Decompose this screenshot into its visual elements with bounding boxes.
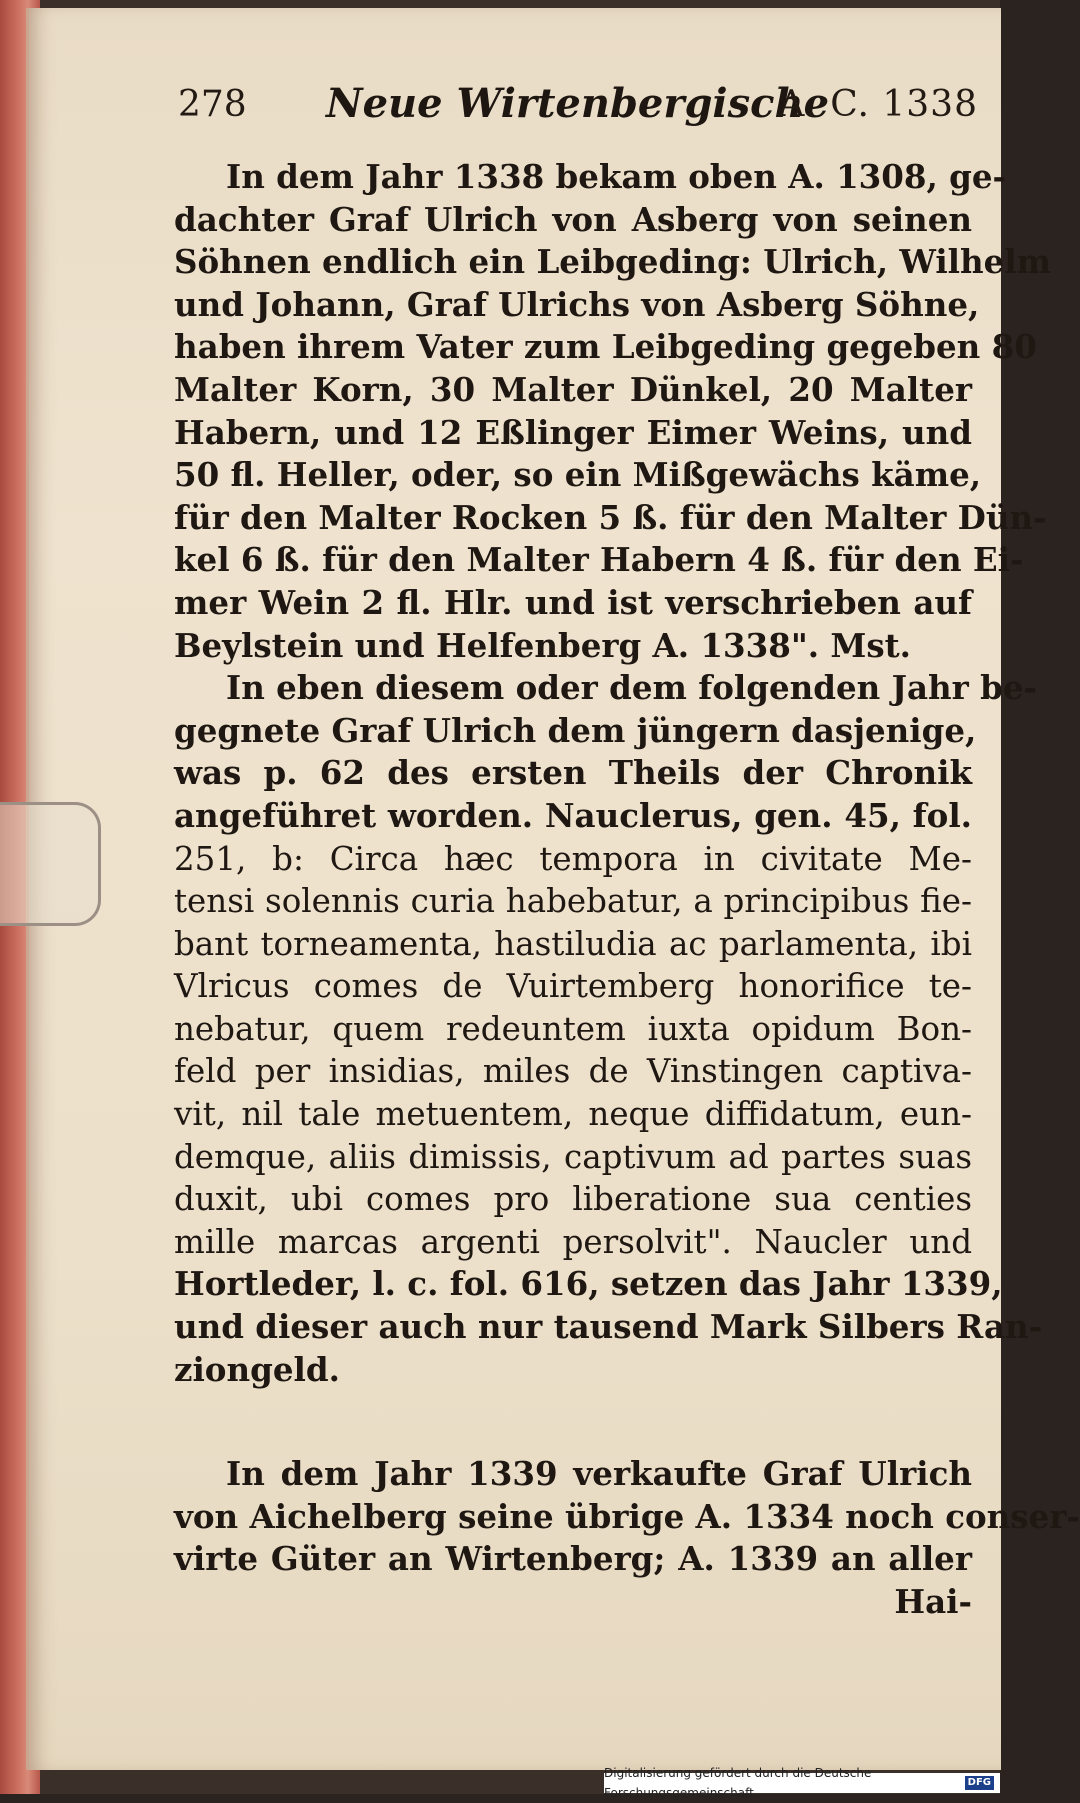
running-title: Neue Wirtenbergische [326,80,830,127]
text-line: 50 fl. Heller, oder, so ein Mißgewächs käme, [174,455,982,495]
text-line: mer Wein 2 fl. Hlr. und ist verschrieben auf [174,582,972,622]
text-line: bant torneamenta, hastiludia ac parlamenta, ibi [174,924,972,963]
text-line: feld per insidias, miles de Vinstingen captiva- [174,1052,972,1091]
paragraph-gap [174,1391,972,1453]
text-line: dachter Graf Ulrich von Asberg von seinen [174,199,972,239]
text-line: Hortleder, l. c. fol. 616, setzen das Jahr 1339, [174,1264,1003,1304]
text-line: mille marcas argenti persolvit". Naucler und [174,1222,972,1261]
text-line: was p. 62 des ersten Theils der Chronik [174,753,972,793]
text-line: angeführet worden. Nauclerus, gen. 45, fol. [174,795,972,835]
text-line: und dieser auch nur tausend Mark Silbers Ran- [174,1307,1043,1347]
catchword: Hai- [894,1582,972,1621]
text-line: nebatur, quem redeuntem iuxta opidum Bon- [174,1009,972,1048]
page-header [178,80,978,136]
text-line: Beylstein und Helfenberg A. 1338". Mst. [174,625,911,665]
digitization-credit [604,1766,1000,1800]
text-line: ziongeld. [174,1349,340,1389]
text-line: gegnete Graf Ulrich dem jüngern dasjenige, [174,710,977,750]
dfg-logo: DFG [965,1776,994,1790]
text-line: In dem Jahr 1338 bekam oben A. 1308, ge- [226,157,1007,196]
text-line: kel 6 ß. für den Malter Habern 4 ß. für den Ei- [174,540,1024,580]
text-line: In dem Jahr 1339 verkaufte Graf Ulrich [226,1454,972,1494]
body-text [174,156,1080,1624]
page-number: 278 [178,84,247,125]
text-line: Söhnen endlich ein Leibgeding: Ulrich, Wilhelm [174,242,1052,282]
text-line: und Johann, Graf Ulrichs von Asberg Söhne, [174,284,980,324]
text-line: Malter Korn, 30 Malter Dünkel, 20 Malter [174,369,972,409]
text-line: duxit, ubi comes pro liberatione sua centies [174,1180,972,1219]
text-line: 251, b: Circa hæc tempora in civitate Me- [174,839,972,878]
credit-text: Digitalisierung gefördert durch die Deutsche Forschungsgemeinschaft [604,1766,872,1800]
text-line: von Aichelberg seine übrige A. 1334 noch conser- [174,1496,1080,1536]
text-line: virte Güter an Wirtenberg; A. 1339 an aller [174,1539,972,1579]
text-line: Habern, und 12 Eßlinger Eimer Weins, und [174,412,972,452]
text-line: haben ihrem Vater zum Leibgeding gegeben 80 [174,327,1037,367]
text-line: vit, nil tale metuentem, neque diffidatum, eun- [174,1095,972,1134]
text-line: Vlricus comes de Vuirtemberg honorifice te- [174,967,972,1006]
year-mark: A. C. 1338 [778,84,978,125]
text-line: demque, aliis dimissis, captivum ad partes suas [174,1137,972,1176]
text-line: tensi solennis curia habebatur, a principibus fie- [174,882,972,921]
bookmark-tab [0,802,101,926]
text-line: für den Malter Rocken 5 ß. für den Malter Dün- [174,497,1047,537]
text-line: In eben diesem oder dem folgenden Jahr be- [226,668,1037,708]
